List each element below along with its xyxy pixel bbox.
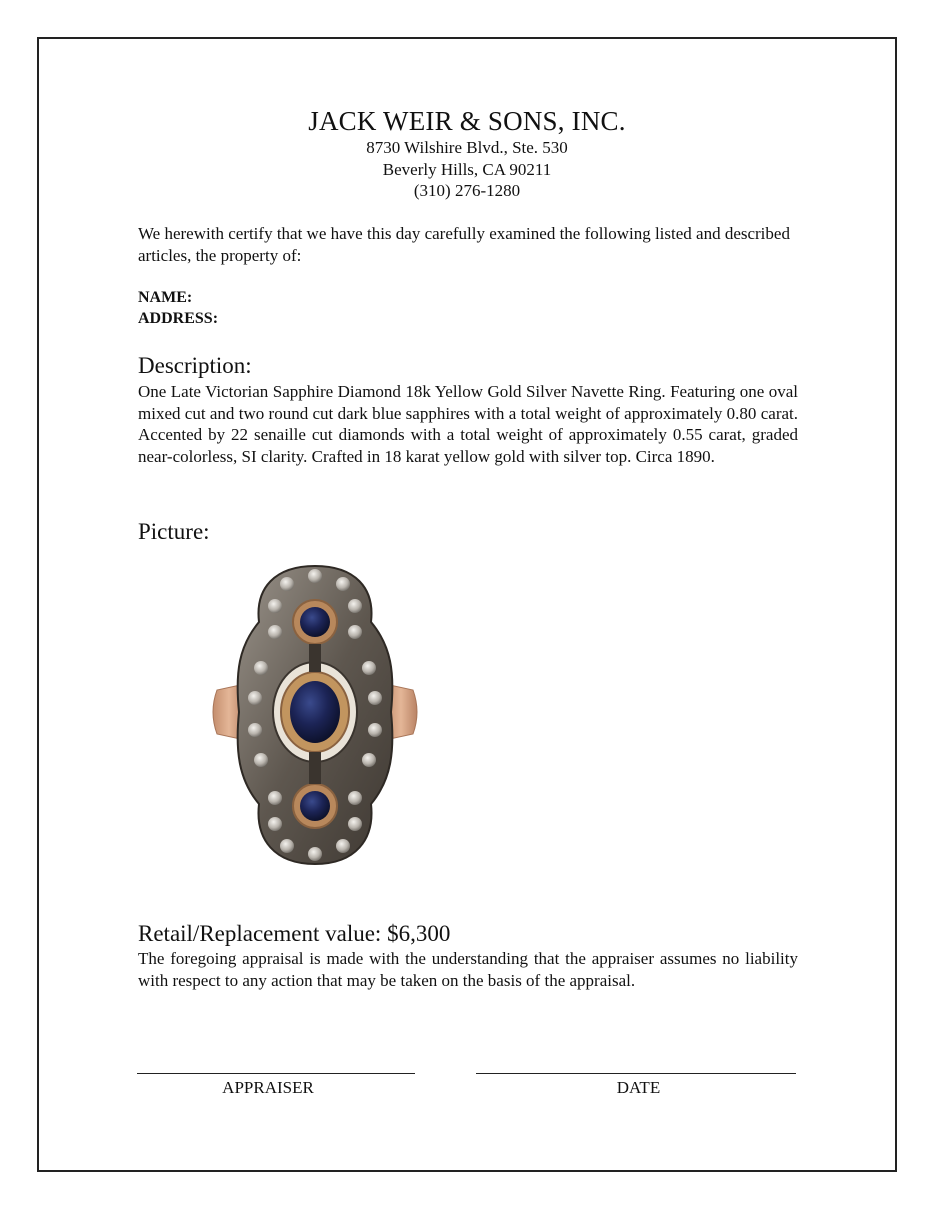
retail-replacement-value: Retail/Replacement value: $6,300 [138,921,451,946]
disclaimer-text: The foregoing appraisal is made with the understanding that the appraiser assumes no liability with respect to any action that may be taken on the basis of the appraisal. [138,949,798,990]
company-address-line1: 8730 Wilshire Blvd., Ste. 530 [366,138,568,157]
document-border [37,37,897,1172]
company-address-line2: Beverly Hills, CA 90211 [382,160,552,179]
date-label: DATE [616,1078,661,1097]
company-phone: (310) 276-1280 [413,181,521,200]
description-text: One Late Victorian Sapphire Diamond 18k Yellow Gold Silver Navette Ring. Featuring one oval mixed cut and two round cut dark blue sapphires with a total weight of approximately 0.80 carat. Accented by 22 senaille cut diamonds with a total weight of approximately 0.55 carat, graded near-colorless, SI clarity. Crafted in 18 karat yellow gold with silver top. Circa 1890. [138,382,798,466]
address-label: ADDRESS: [138,310,219,327]
date-signature-line[interactable] [476,1073,796,1074]
description-heading: Description: [138,353,252,378]
picture-heading: Picture: [138,519,210,544]
name-label: NAME: [138,289,193,306]
ring-photo [205,562,425,870]
appraiser-signature-line[interactable] [137,1073,415,1074]
appraiser-label: APPRAISER [222,1078,314,1097]
certification-statement: We herewith certify that we have this day carefully examined the following listed and described articles, the property of: [138,224,790,265]
company-name: JACK WEIR & SONS, INC. [308,106,626,136]
